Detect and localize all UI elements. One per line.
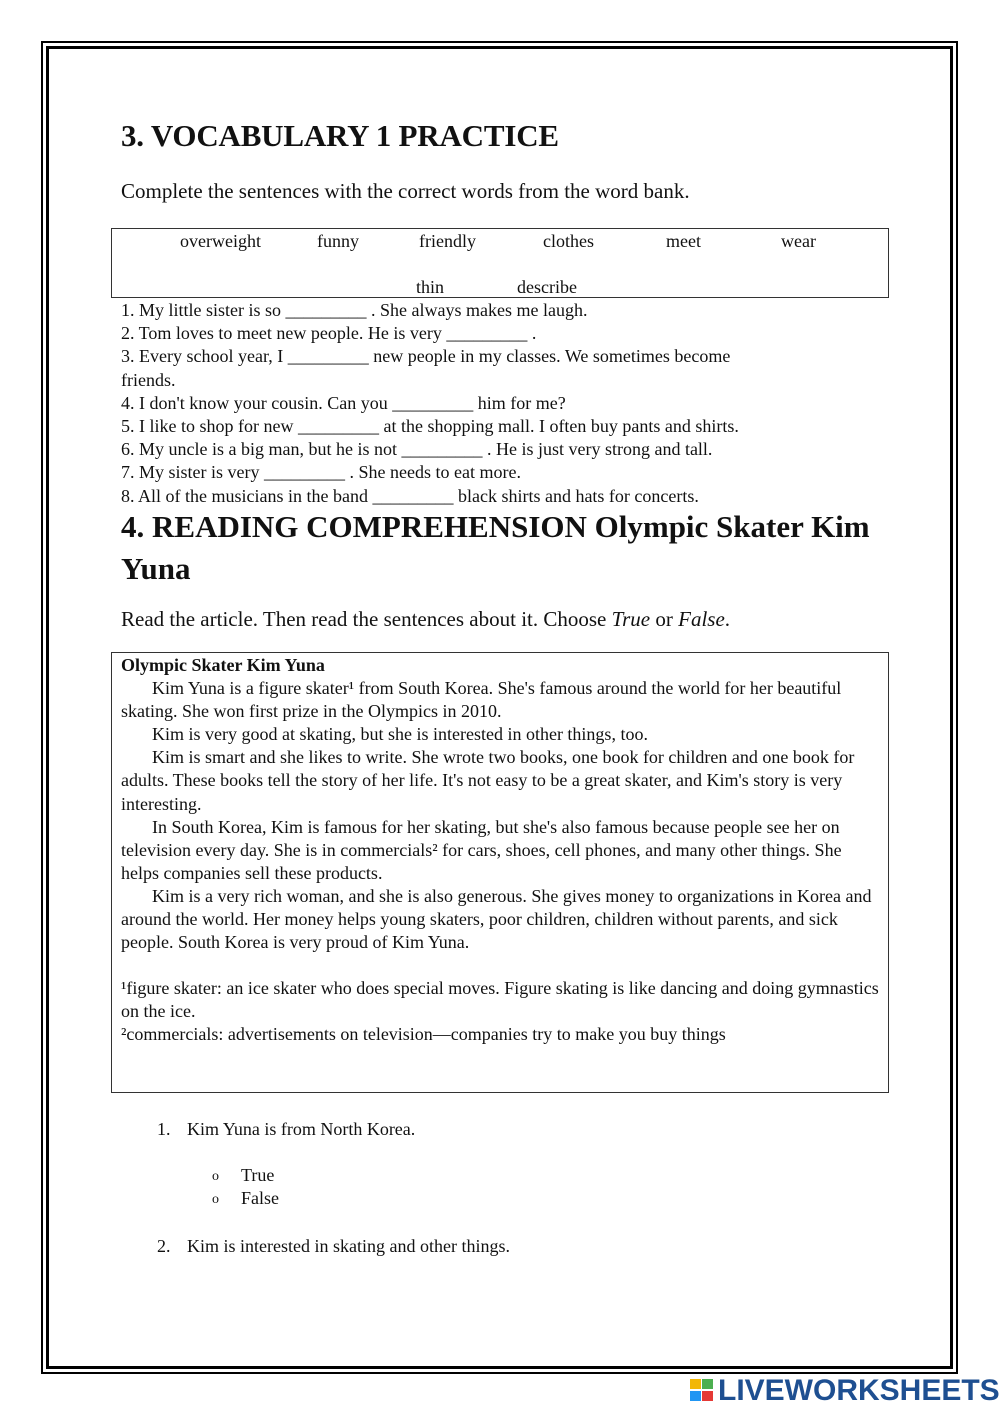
footnote: ¹figure skater: an ice skater who does special moves. Figure skating is like dancing and doing gymnastics on the ice. (121, 978, 879, 1022)
instruction-or: or (650, 607, 679, 631)
question-text: Kim is interested in skating and other things. (187, 1236, 510, 1256)
word-bank-item: meet (666, 231, 701, 251)
article-paragraph: In South Korea, Kim is famous for her skating, but she's also famous because people see her on television every day. She is in commercials² for cars, shoes, cell phones, and many other things. She helps companies sell these products. (121, 816, 842, 883)
sentence: 1. My little sister is so _________ . She always makes me laugh. (121, 300, 588, 320)
word-bank (111, 228, 889, 298)
liveworksheets-logo-icon (690, 1379, 716, 1403)
option-label-false[interactable]: False (241, 1188, 279, 1208)
liveworksheets-brand: LIVEWORKSHEETS (718, 1374, 1000, 1407)
word-bank-item: wear (781, 231, 816, 251)
sentence: 3. Every school year, I _________ new people in my classes. We sometimes become (121, 346, 731, 367)
instruction-false: False (678, 607, 725, 631)
question-number: 2. (157, 1236, 171, 1256)
sentence: 2. Tom loves to meet new people. He is very _________ . (121, 323, 537, 344)
radio-option-false[interactable]: o (212, 1192, 219, 1207)
sentence: 6. My uncle is a big man, but he is not _________ . He is just very strong and tall. (121, 439, 713, 460)
article-paragraph: Kim Yuna is a figure skater¹ from South Korea. She's famous around the world for her beautiful skating. She won first prize in the Olympics in 2010. (121, 678, 842, 722)
word-bank-item: overweight (180, 231, 261, 251)
sentence: 4. I don't know your cousin. Can you _________ him for me? (121, 392, 566, 413)
instruction-end: . (724, 607, 731, 631)
radio-option-true[interactable]: o (212, 1169, 219, 1184)
sentence: 7. My sister is very _________ . She needs to eat more. (121, 462, 521, 483)
section4-heading-line2: Yuna (121, 551, 191, 586)
word-bank-item: thin (416, 277, 445, 297)
instruction-text: Read the article. Then read the sentences about it. Choose (121, 607, 612, 631)
question-number: 1. (157, 1119, 171, 1139)
section4-heading (121, 506, 881, 590)
vocabulary-sentences (121, 299, 861, 508)
question-text: Kim Yuna is from North Korea. (187, 1119, 416, 1139)
section3-heading: 3. VOCABULARY 1 PRACTICE (121, 118, 559, 153)
sentence: friends. (121, 369, 176, 390)
section4-instruction (121, 607, 730, 632)
option-label-true[interactable]: True (241, 1165, 275, 1185)
footnote: ²commercials: advertisements on television—companies try to make you buy things (121, 1024, 726, 1045)
article-box (111, 652, 889, 1093)
word-bank-item: funny (317, 231, 359, 251)
article-paragraph: Kim is a very rich woman, and she is also generous. She gives money to organizations in Korea and around the world. Her money helps young skaters, poor children, children without parents, and sick people. South Korea is very proud of Kim Yuna. (121, 885, 872, 953)
sentence: 5. I like to shop for new _________ at the shopping mall. I often buy pants and shirts. (121, 416, 739, 437)
word-bank-item: clothes (543, 231, 594, 251)
sentence: 8. All of the musicians in the band _________ black shirts and hats for concerts. (121, 485, 699, 506)
instruction-true: True (611, 607, 651, 631)
section3-instruction: Complete the sentences with the correct words from the word bank. (121, 179, 690, 203)
article-paragraph: Kim is very good at skating, but she is interested in other things, too. (152, 724, 648, 745)
word-bank-item: friendly (419, 231, 476, 251)
word-bank-item: describe (517, 277, 577, 297)
liveworksheets-logo (690, 1376, 1000, 1406)
section4-heading-line1: 4. READING COMPREHENSION Olympic Skater Kim (121, 509, 870, 544)
article-paragraph: Kim is smart and she likes to write. She wrote two books, one book for children and one book for adults. These books tell the story of her life. It's not easy to be a great skater, and Kim's story is very interesting. (121, 747, 855, 814)
article-title: Olympic Skater Kim Yuna (121, 655, 325, 675)
